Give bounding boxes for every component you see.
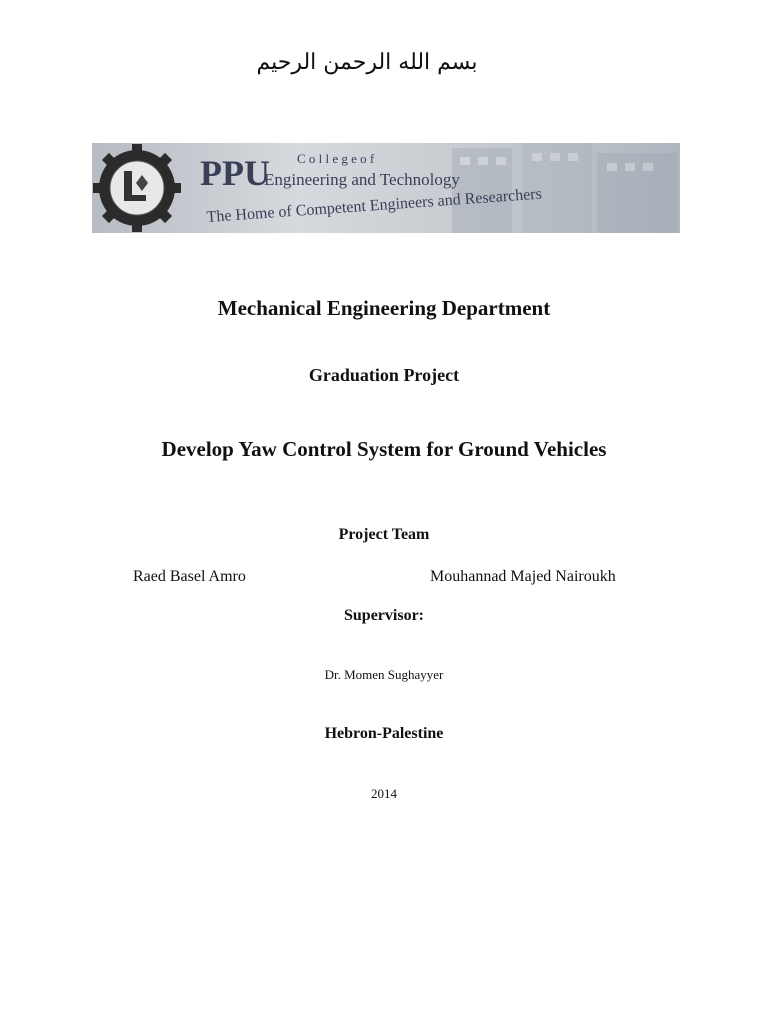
supervisor-heading: Supervisor: [344, 607, 424, 624]
document-type-heading: Graduation Project [308, 365, 460, 385]
college-banner-graphic [92, 143, 680, 233]
banner-faculty: Engineering and Technology [264, 170, 460, 189]
building-background [452, 143, 677, 233]
ppu-gear-logo-icon [93, 144, 181, 232]
basmala-heading: بسم الله الرحمن الرحيم [256, 50, 478, 75]
banner-abbr: PPU [200, 153, 270, 193]
project-team-heading: Project Team [338, 526, 430, 543]
department-heading: Mechanical Engineering Department [217, 296, 551, 320]
banner-slogan: The Home of Competent Engineers and Researchers [206, 185, 543, 226]
year-text: 2014 [371, 786, 397, 801]
project-title: Develop Yaw Control System for Ground Vehicles [161, 437, 607, 461]
team-member: Mouhannad Majed Nairoukh [430, 568, 616, 585]
team-member: Raed Basel Amro [133, 568, 246, 585]
supervisor-name: Dr. Momen Sughayyer [324, 667, 444, 682]
college-banner [92, 143, 680, 233]
location-heading: Hebron-Palestine [324, 725, 444, 742]
banner-college: C o l l e g e o f [297, 151, 375, 166]
